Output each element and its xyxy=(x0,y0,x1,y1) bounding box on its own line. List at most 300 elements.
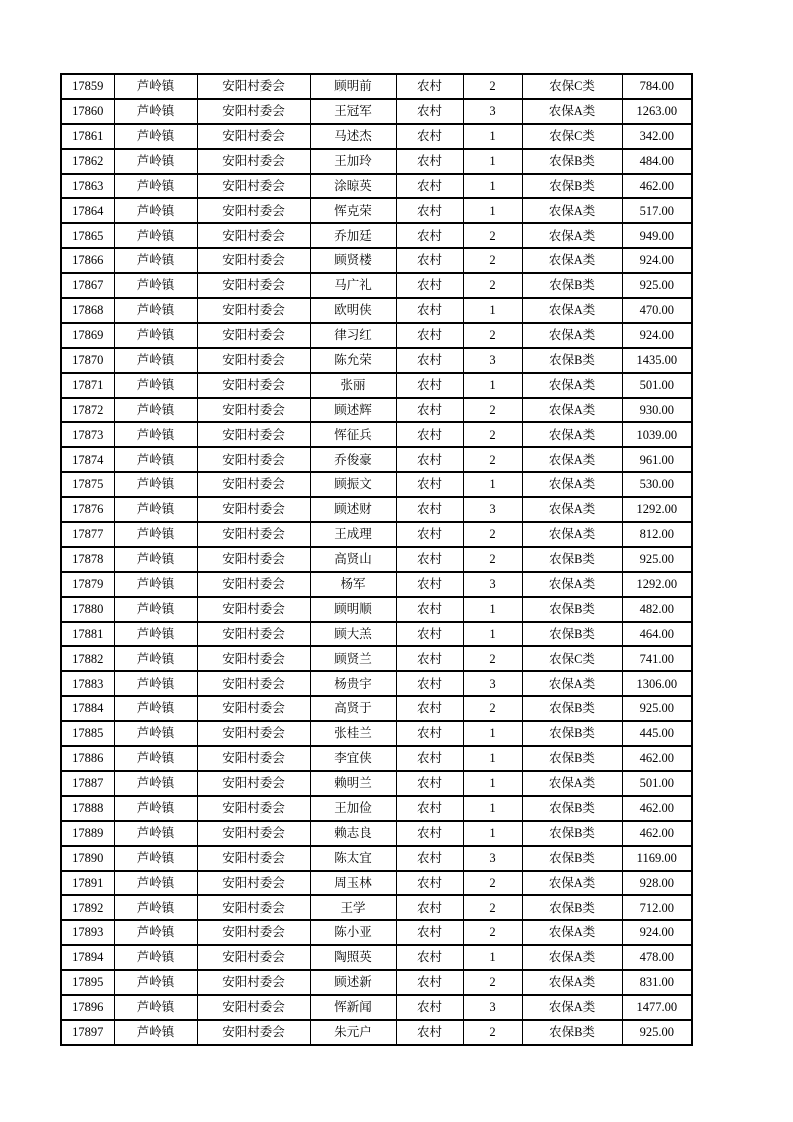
cell-amount: 930.00 xyxy=(622,398,692,423)
cell-town: 芦岭镇 xyxy=(114,298,197,323)
cell-person-count: 1 xyxy=(463,597,522,622)
cell-town: 芦岭镇 xyxy=(114,447,197,472)
cell-record-id: 17887 xyxy=(61,771,114,796)
cell-committee: 安阳村委会 xyxy=(197,671,310,696)
cell-insurance-category: 农保A类 xyxy=(522,422,622,447)
table-row xyxy=(61,422,692,447)
cell-record-id: 17860 xyxy=(61,99,114,124)
cell-residence-type: 农村 xyxy=(396,846,463,871)
cell-amount: 482.00 xyxy=(622,597,692,622)
cell-committee: 安阳村委会 xyxy=(197,572,310,597)
cell-residence-type: 农村 xyxy=(396,422,463,447)
cell-amount: 712.00 xyxy=(622,895,692,920)
cell-residence-type: 农村 xyxy=(396,995,463,1020)
cell-person-count: 2 xyxy=(463,696,522,721)
cell-insurance-category: 农保B类 xyxy=(522,174,622,199)
cell-person-name: 高贤山 xyxy=(310,547,396,572)
cell-insurance-category: 农保A类 xyxy=(522,198,622,223)
cell-town: 芦岭镇 xyxy=(114,373,197,398)
cell-record-id: 17884 xyxy=(61,696,114,721)
cell-residence-type: 农村 xyxy=(396,447,463,472)
cell-town: 芦岭镇 xyxy=(114,597,197,622)
cell-residence-type: 农村 xyxy=(396,622,463,647)
cell-person-name: 顾明顺 xyxy=(310,597,396,622)
cell-amount: 741.00 xyxy=(622,646,692,671)
cell-record-id: 17873 xyxy=(61,422,114,447)
cell-insurance-category: 农保B类 xyxy=(522,622,622,647)
cell-insurance-category: 农保B类 xyxy=(522,746,622,771)
cell-record-id: 17878 xyxy=(61,547,114,572)
cell-person-name: 张桂兰 xyxy=(310,721,396,746)
cell-town: 芦岭镇 xyxy=(114,497,197,522)
table-row xyxy=(61,398,692,423)
table-row xyxy=(61,572,692,597)
cell-person-name: 顾明前 xyxy=(310,74,396,99)
table-row xyxy=(61,1020,692,1045)
cell-committee: 安阳村委会 xyxy=(197,149,310,174)
cell-person-count: 3 xyxy=(463,572,522,597)
cell-insurance-category: 农保A类 xyxy=(522,671,622,696)
cell-residence-type: 农村 xyxy=(396,945,463,970)
cell-town: 芦岭镇 xyxy=(114,721,197,746)
cell-residence-type: 农村 xyxy=(396,871,463,896)
cell-person-count: 3 xyxy=(463,99,522,124)
cell-residence-type: 农村 xyxy=(396,124,463,149)
cell-committee: 安阳村委会 xyxy=(197,223,310,248)
table-row xyxy=(61,646,692,671)
cell-insurance-category: 农保A类 xyxy=(522,522,622,547)
cell-record-id: 17893 xyxy=(61,920,114,945)
cell-record-id: 17897 xyxy=(61,1020,114,1045)
cell-insurance-category: 农保A类 xyxy=(522,447,622,472)
cell-amount: 949.00 xyxy=(622,223,692,248)
cell-person-name: 乔加廷 xyxy=(310,223,396,248)
cell-person-count: 2 xyxy=(463,422,522,447)
cell-insurance-category: 农保B类 xyxy=(522,348,622,373)
cell-amount: 1292.00 xyxy=(622,572,692,597)
cell-person-count: 2 xyxy=(463,223,522,248)
cell-insurance-category: 农保B类 xyxy=(522,846,622,871)
cell-town: 芦岭镇 xyxy=(114,223,197,248)
cell-insurance-category: 农保A类 xyxy=(522,99,622,124)
cell-person-name: 张丽 xyxy=(310,373,396,398)
cell-record-id: 17881 xyxy=(61,622,114,647)
insurance-table-body xyxy=(61,74,692,1045)
cell-person-count: 2 xyxy=(463,74,522,99)
cell-person-name: 马述杰 xyxy=(310,124,396,149)
cell-town: 芦岭镇 xyxy=(114,74,197,99)
cell-person-count: 3 xyxy=(463,995,522,1020)
cell-residence-type: 农村 xyxy=(396,74,463,99)
cell-person-name: 陈允荣 xyxy=(310,348,396,373)
table-row xyxy=(61,348,692,373)
cell-residence-type: 农村 xyxy=(396,821,463,846)
cell-person-count: 2 xyxy=(463,522,522,547)
cell-amount: 925.00 xyxy=(622,547,692,572)
cell-insurance-category: 农保B类 xyxy=(522,696,622,721)
cell-record-id: 17895 xyxy=(61,970,114,995)
cell-residence-type: 农村 xyxy=(396,547,463,572)
table-row xyxy=(61,198,692,223)
cell-person-count: 2 xyxy=(463,323,522,348)
cell-town: 芦岭镇 xyxy=(114,124,197,149)
cell-amount: 462.00 xyxy=(622,746,692,771)
cell-amount: 1435.00 xyxy=(622,348,692,373)
cell-person-name: 乔俊豪 xyxy=(310,447,396,472)
cell-committee: 安阳村委会 xyxy=(197,74,310,99)
cell-insurance-category: 农保A类 xyxy=(522,323,622,348)
cell-amount: 1169.00 xyxy=(622,846,692,871)
cell-town: 芦岭镇 xyxy=(114,198,197,223)
cell-insurance-category: 农保A类 xyxy=(522,373,622,398)
cell-committee: 安阳村委会 xyxy=(197,547,310,572)
cell-person-count: 2 xyxy=(463,970,522,995)
table-row xyxy=(61,771,692,796)
cell-person-count: 1 xyxy=(463,124,522,149)
cell-insurance-category: 农保A类 xyxy=(522,945,622,970)
table-row xyxy=(61,622,692,647)
table-row xyxy=(61,124,692,149)
cell-amount: 925.00 xyxy=(622,1020,692,1045)
cell-residence-type: 农村 xyxy=(396,273,463,298)
cell-committee: 安阳村委会 xyxy=(197,846,310,871)
cell-person-name: 王加玲 xyxy=(310,149,396,174)
cell-person-name: 陈小亚 xyxy=(310,920,396,945)
cell-record-id: 17868 xyxy=(61,298,114,323)
cell-record-id: 17872 xyxy=(61,398,114,423)
cell-record-id: 17874 xyxy=(61,447,114,472)
cell-person-count: 1 xyxy=(463,373,522,398)
cell-amount: 470.00 xyxy=(622,298,692,323)
table-row xyxy=(61,497,692,522)
cell-person-count: 2 xyxy=(463,1020,522,1045)
cell-insurance-category: 农保B类 xyxy=(522,597,622,622)
cell-person-name: 欧明侠 xyxy=(310,298,396,323)
cell-record-id: 17864 xyxy=(61,198,114,223)
cell-record-id: 17865 xyxy=(61,223,114,248)
cell-residence-type: 农村 xyxy=(396,572,463,597)
cell-amount: 961.00 xyxy=(622,447,692,472)
cell-town: 芦岭镇 xyxy=(114,622,197,647)
table-row xyxy=(61,721,692,746)
cell-record-id: 17877 xyxy=(61,522,114,547)
cell-amount: 925.00 xyxy=(622,273,692,298)
cell-amount: 462.00 xyxy=(622,174,692,199)
cell-committee: 安阳村委会 xyxy=(197,348,310,373)
cell-insurance-category: 农保C类 xyxy=(522,646,622,671)
cell-committee: 安阳村委会 xyxy=(197,198,310,223)
cell-record-id: 17863 xyxy=(61,174,114,199)
cell-person-name: 杨军 xyxy=(310,572,396,597)
cell-town: 芦岭镇 xyxy=(114,871,197,896)
cell-residence-type: 农村 xyxy=(396,373,463,398)
cell-amount: 924.00 xyxy=(622,248,692,273)
table-row xyxy=(61,671,692,696)
cell-person-name: 朱元户 xyxy=(310,1020,396,1045)
cell-town: 芦岭镇 xyxy=(114,970,197,995)
table-row xyxy=(61,846,692,871)
table-row xyxy=(61,597,692,622)
table-row xyxy=(61,74,692,99)
cell-town: 芦岭镇 xyxy=(114,671,197,696)
cell-insurance-category: 农保A类 xyxy=(522,398,622,423)
cell-person-count: 1 xyxy=(463,149,522,174)
table-row xyxy=(61,472,692,497)
cell-committee: 安阳村委会 xyxy=(197,273,310,298)
table-row xyxy=(61,746,692,771)
cell-committee: 安阳村委会 xyxy=(197,821,310,846)
cell-record-id: 17879 xyxy=(61,572,114,597)
cell-record-id: 17862 xyxy=(61,149,114,174)
cell-committee: 安阳村委会 xyxy=(197,422,310,447)
table-row xyxy=(61,696,692,721)
cell-person-count: 3 xyxy=(463,497,522,522)
cell-committee: 安阳村委会 xyxy=(197,622,310,647)
cell-residence-type: 农村 xyxy=(396,746,463,771)
cell-residence-type: 农村 xyxy=(396,174,463,199)
cell-amount: 530.00 xyxy=(622,472,692,497)
cell-insurance-category: 农保A类 xyxy=(522,223,622,248)
cell-person-name: 顾述新 xyxy=(310,970,396,995)
cell-record-id: 17891 xyxy=(61,871,114,896)
cell-person-name: 王成理 xyxy=(310,522,396,547)
cell-person-name: 王冠军 xyxy=(310,99,396,124)
cell-person-count: 3 xyxy=(463,348,522,373)
cell-town: 芦岭镇 xyxy=(114,174,197,199)
cell-committee: 安阳村委会 xyxy=(197,871,310,896)
cell-person-name: 赖志良 xyxy=(310,821,396,846)
cell-residence-type: 农村 xyxy=(396,597,463,622)
cell-amount: 501.00 xyxy=(622,771,692,796)
cell-town: 芦岭镇 xyxy=(114,796,197,821)
cell-person-count: 1 xyxy=(463,796,522,821)
cell-record-id: 17889 xyxy=(61,821,114,846)
cell-residence-type: 农村 xyxy=(396,1020,463,1045)
cell-person-count: 1 xyxy=(463,721,522,746)
cell-insurance-category: 农保A类 xyxy=(522,995,622,1020)
cell-amount: 928.00 xyxy=(622,871,692,896)
cell-person-name: 恽克荣 xyxy=(310,198,396,223)
cell-person-name: 顾述辉 xyxy=(310,398,396,423)
cell-insurance-category: 农保A类 xyxy=(522,298,622,323)
table-row xyxy=(61,273,692,298)
cell-residence-type: 农村 xyxy=(396,646,463,671)
cell-residence-type: 农村 xyxy=(396,323,463,348)
cell-person-name: 陈太宜 xyxy=(310,846,396,871)
cell-committee: 安阳村委会 xyxy=(197,497,310,522)
cell-residence-type: 农村 xyxy=(396,671,463,696)
cell-residence-type: 农村 xyxy=(396,248,463,273)
cell-residence-type: 农村 xyxy=(396,223,463,248)
cell-amount: 1263.00 xyxy=(622,99,692,124)
cell-person-count: 1 xyxy=(463,945,522,970)
cell-record-id: 17888 xyxy=(61,796,114,821)
table-row xyxy=(61,522,692,547)
cell-amount: 484.00 xyxy=(622,149,692,174)
cell-record-id: 17880 xyxy=(61,597,114,622)
cell-record-id: 17883 xyxy=(61,671,114,696)
cell-person-name: 恽征兵 xyxy=(310,422,396,447)
cell-town: 芦岭镇 xyxy=(114,248,197,273)
cell-insurance-category: 农保A类 xyxy=(522,970,622,995)
cell-person-count: 1 xyxy=(463,472,522,497)
cell-insurance-category: 农保B类 xyxy=(522,721,622,746)
cell-person-name: 周玉林 xyxy=(310,871,396,896)
cell-insurance-category: 农保C类 xyxy=(522,74,622,99)
cell-person-name: 陶照英 xyxy=(310,945,396,970)
cell-committee: 安阳村委会 xyxy=(197,124,310,149)
cell-committee: 安阳村委会 xyxy=(197,721,310,746)
cell-town: 芦岭镇 xyxy=(114,522,197,547)
cell-town: 芦岭镇 xyxy=(114,398,197,423)
cell-record-id: 17876 xyxy=(61,497,114,522)
cell-amount: 924.00 xyxy=(622,920,692,945)
cell-residence-type: 农村 xyxy=(396,920,463,945)
cell-person-count: 1 xyxy=(463,771,522,796)
cell-record-id: 17869 xyxy=(61,323,114,348)
cell-record-id: 17890 xyxy=(61,846,114,871)
cell-amount: 784.00 xyxy=(622,74,692,99)
cell-person-name: 李宜侠 xyxy=(310,746,396,771)
cell-amount: 1477.00 xyxy=(622,995,692,1020)
cell-person-name: 涂晾英 xyxy=(310,174,396,199)
cell-town: 芦岭镇 xyxy=(114,547,197,572)
cell-insurance-category: 农保B类 xyxy=(522,1020,622,1045)
cell-residence-type: 农村 xyxy=(396,497,463,522)
cell-record-id: 17870 xyxy=(61,348,114,373)
cell-amount: 1306.00 xyxy=(622,671,692,696)
cell-insurance-category: 农保A类 xyxy=(522,472,622,497)
table-row xyxy=(61,99,692,124)
cell-town: 芦岭镇 xyxy=(114,273,197,298)
cell-residence-type: 农村 xyxy=(396,398,463,423)
table-row xyxy=(61,174,692,199)
cell-person-count: 2 xyxy=(463,871,522,896)
cell-town: 芦岭镇 xyxy=(114,572,197,597)
cell-person-name: 律习红 xyxy=(310,323,396,348)
cell-person-count: 2 xyxy=(463,248,522,273)
cell-insurance-category: 农保A类 xyxy=(522,920,622,945)
cell-amount: 925.00 xyxy=(622,696,692,721)
table-row xyxy=(61,920,692,945)
cell-committee: 安阳村委会 xyxy=(197,373,310,398)
cell-amount: 464.00 xyxy=(622,622,692,647)
cell-record-id: 17886 xyxy=(61,746,114,771)
table-row xyxy=(61,796,692,821)
cell-town: 芦岭镇 xyxy=(114,995,197,1020)
cell-committee: 安阳村委会 xyxy=(197,447,310,472)
table-row xyxy=(61,323,692,348)
cell-record-id: 17875 xyxy=(61,472,114,497)
cell-person-name: 马广礼 xyxy=(310,273,396,298)
cell-committee: 安阳村委会 xyxy=(197,771,310,796)
cell-insurance-category: 农保A类 xyxy=(522,771,622,796)
table-row xyxy=(61,223,692,248)
cell-residence-type: 农村 xyxy=(396,696,463,721)
cell-person-count: 1 xyxy=(463,198,522,223)
cell-amount: 924.00 xyxy=(622,323,692,348)
cell-person-count: 2 xyxy=(463,547,522,572)
cell-town: 芦岭镇 xyxy=(114,821,197,846)
cell-town: 芦岭镇 xyxy=(114,1020,197,1045)
cell-town: 芦岭镇 xyxy=(114,920,197,945)
cell-person-name: 恽新闻 xyxy=(310,995,396,1020)
cell-town: 芦岭镇 xyxy=(114,646,197,671)
cell-town: 芦岭镇 xyxy=(114,323,197,348)
cell-committee: 安阳村委会 xyxy=(197,696,310,721)
table-row xyxy=(61,373,692,398)
cell-amount: 462.00 xyxy=(622,821,692,846)
cell-residence-type: 农村 xyxy=(396,472,463,497)
cell-committee: 安阳村委会 xyxy=(197,796,310,821)
cell-record-id: 17866 xyxy=(61,248,114,273)
cell-amount: 462.00 xyxy=(622,796,692,821)
cell-insurance-category: 农保B类 xyxy=(522,895,622,920)
cell-amount: 1292.00 xyxy=(622,497,692,522)
cell-amount: 812.00 xyxy=(622,522,692,547)
cell-town: 芦岭镇 xyxy=(114,472,197,497)
cell-person-name: 顾贤楼 xyxy=(310,248,396,273)
cell-person-count: 2 xyxy=(463,398,522,423)
cell-residence-type: 农村 xyxy=(396,522,463,547)
cell-town: 芦岭镇 xyxy=(114,99,197,124)
cell-person-count: 1 xyxy=(463,821,522,846)
cell-town: 芦岭镇 xyxy=(114,696,197,721)
cell-person-count: 1 xyxy=(463,746,522,771)
cell-committee: 安阳村委会 xyxy=(197,995,310,1020)
table-row xyxy=(61,547,692,572)
cell-committee: 安阳村委会 xyxy=(197,298,310,323)
cell-person-name: 顾振文 xyxy=(310,472,396,497)
table-row xyxy=(61,945,692,970)
cell-amount: 501.00 xyxy=(622,373,692,398)
cell-residence-type: 农村 xyxy=(396,298,463,323)
cell-town: 芦岭镇 xyxy=(114,149,197,174)
cell-committee: 安阳村委会 xyxy=(197,398,310,423)
insurance-table xyxy=(60,73,693,1046)
cell-record-id: 17861 xyxy=(61,124,114,149)
cell-person-name: 高贤于 xyxy=(310,696,396,721)
cell-person-count: 3 xyxy=(463,671,522,696)
table-row xyxy=(61,149,692,174)
cell-committee: 安阳村委会 xyxy=(197,920,310,945)
cell-person-name: 赖明兰 xyxy=(310,771,396,796)
cell-committee: 安阳村委会 xyxy=(197,597,310,622)
cell-person-name: 顾述财 xyxy=(310,497,396,522)
cell-person-count: 2 xyxy=(463,447,522,472)
cell-insurance-category: 农保B类 xyxy=(522,821,622,846)
cell-residence-type: 农村 xyxy=(396,99,463,124)
cell-committee: 安阳村委会 xyxy=(197,646,310,671)
cell-record-id: 17885 xyxy=(61,721,114,746)
cell-committee: 安阳村委会 xyxy=(197,248,310,273)
cell-amount: 517.00 xyxy=(622,198,692,223)
table-row xyxy=(61,995,692,1020)
cell-amount: 445.00 xyxy=(622,721,692,746)
cell-town: 芦岭镇 xyxy=(114,771,197,796)
cell-committee: 安阳村委会 xyxy=(197,1020,310,1045)
cell-town: 芦岭镇 xyxy=(114,746,197,771)
cell-committee: 安阳村委会 xyxy=(197,472,310,497)
table-row xyxy=(61,821,692,846)
cell-town: 芦岭镇 xyxy=(114,348,197,373)
cell-residence-type: 农村 xyxy=(396,149,463,174)
cell-record-id: 17859 xyxy=(61,74,114,99)
cell-amount: 342.00 xyxy=(622,124,692,149)
cell-person-count: 1 xyxy=(463,174,522,199)
cell-town: 芦岭镇 xyxy=(114,895,197,920)
cell-town: 芦岭镇 xyxy=(114,846,197,871)
